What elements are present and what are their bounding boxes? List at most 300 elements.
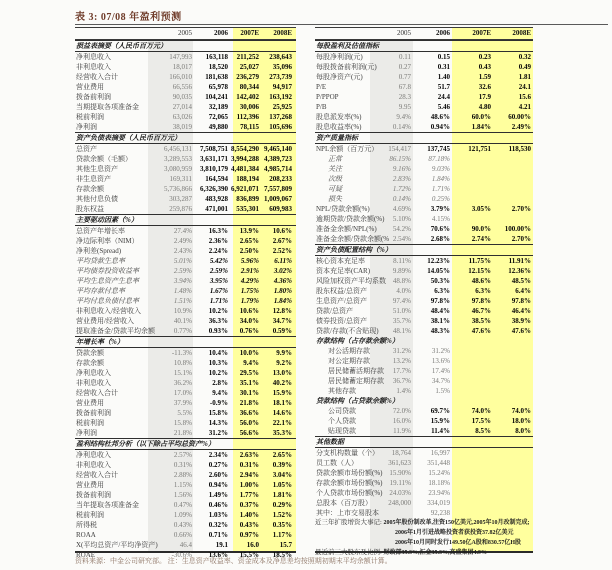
row-label: 资产负债表摘要（人民币百万元） <box>76 134 181 142</box>
row-label: 居民储蓄活期存款 <box>328 367 384 375</box>
note-text: 2006年10月同时发行149.50亿A股和830.57亿H股 <box>395 540 522 546</box>
row-label: 近三年扩股增资大事记: <box>315 519 384 526</box>
cell-2006: 0.31 <box>437 63 450 71</box>
table-row <box>75 164 296 174</box>
cell-2007E: 25,027 <box>239 63 259 71</box>
row-label: 风险加权资产平均系数 <box>316 277 386 285</box>
cell-2006: 19.1 <box>215 541 228 549</box>
cell-2005: 0.66% <box>173 531 192 539</box>
row-label: 平均生息资产生息率 <box>76 277 139 285</box>
title-underline <box>75 24 608 25</box>
cell-2006: 0.94% <box>430 123 450 131</box>
table-row <box>315 174 533 184</box>
row-label: 提取准备金/贷款平均余额 <box>76 327 155 335</box>
cell-2006: 34.7% <box>431 377 450 385</box>
cell-2007E: 8.5% <box>475 427 491 435</box>
row-label: 非利息收入 <box>76 379 111 387</box>
cell-2008E: 18.1% <box>272 399 292 407</box>
cell-2005: 1.09% <box>173 511 192 519</box>
table-row <box>75 428 296 438</box>
cell-2008E: 3.02% <box>273 267 292 275</box>
table-row <box>75 480 296 490</box>
cell-2006: 18.18% <box>428 479 450 487</box>
row-label: 税前利润 <box>76 511 104 519</box>
cell-2006: 0.25% <box>431 195 450 203</box>
table-row <box>75 316 296 326</box>
row-label: 贷款余额 <box>76 349 104 357</box>
row-label: 总股本（百万股） <box>316 499 372 507</box>
cell-2008E: 18.0% <box>511 417 531 425</box>
cell-2007E: 3.05% <box>471 205 491 213</box>
cell-2005: 17.7% <box>392 367 411 375</box>
row-label: 股东权益 <box>76 205 104 213</box>
cell-2005: 90,035 <box>172 93 192 101</box>
table-row <box>75 418 296 428</box>
row-label: P/B <box>316 103 327 111</box>
cell-2006: 14.05% <box>427 267 450 275</box>
table-row <box>315 326 533 336</box>
cell-2007E: 4,481,384 <box>231 165 259 173</box>
table-row <box>75 540 296 550</box>
cell-2005: 9.4% <box>396 113 411 121</box>
row-label: 非利息收入/经营收入 <box>76 307 141 315</box>
cell-2007E: 2.74% <box>471 235 491 243</box>
row-label: 正常 <box>328 155 342 163</box>
table-row <box>315 184 533 194</box>
cell-2007E: 0.97% <box>239 531 259 539</box>
cell-2005: 27,014 <box>172 103 192 111</box>
row-label: 其中：上市交易股本 <box>316 509 379 517</box>
right-table-rows <box>315 40 533 558</box>
row-label: 贴现贷款 <box>328 427 356 435</box>
cell-2005: 15.1% <box>173 369 192 377</box>
row-label: 每股盈利及估值指标 <box>316 42 379 50</box>
cell-2008E: 11.91% <box>508 257 531 265</box>
row-label: 个人贷款 <box>328 417 356 425</box>
cell-2006: 0.71% <box>208 531 228 539</box>
cell-2006: 0.32% <box>208 521 228 529</box>
row-label: 净边际利率（NIM） <box>76 237 139 245</box>
cell-2005: 31.2% <box>392 347 411 355</box>
cell-2005: 16.0% <box>392 417 411 425</box>
table-row <box>315 194 533 204</box>
cell-2007E: 90.0% <box>471 225 491 233</box>
table-row <box>75 256 296 266</box>
cell-2005: 40.1% <box>173 317 192 325</box>
table-row <box>75 368 296 378</box>
cell-2007E: 0.23 <box>478 53 491 61</box>
cell-2006: 1.49% <box>208 491 228 499</box>
cell-2007E: 142,402 <box>236 93 259 101</box>
cell-2005: 0.77 <box>398 73 411 81</box>
cell-2007E: 17.9 <box>478 93 491 101</box>
cell-2007E: 38.5% <box>471 317 491 325</box>
cell-2006: 24.4 <box>437 93 450 101</box>
table-row <box>315 518 533 528</box>
cell-2008E: 163,192 <box>269 93 292 101</box>
cell-2005: 0.31% <box>173 461 192 469</box>
table-row <box>75 378 296 388</box>
cell-2006: 23.94% <box>428 489 450 497</box>
cell-2008E: 118,530 <box>508 145 531 153</box>
cell-2007E: 188,194 <box>236 175 259 183</box>
table-row <box>75 246 296 256</box>
cell-2005: 18,764 <box>391 449 411 457</box>
cell-2005: 63,026 <box>172 113 192 121</box>
cell-2005: 1.51% <box>173 297 192 305</box>
cell-2005: 5,736,866 <box>164 185 192 193</box>
row-label: 其他生息资产 <box>76 165 118 173</box>
cell-2008E: 9.9% <box>276 349 292 357</box>
cell-2007E: 21.8% <box>239 399 259 407</box>
cell-2006: 1.03% <box>208 511 228 519</box>
row-label: 净利息收入 <box>76 53 111 61</box>
cell-2007E: 2.91% <box>240 267 259 275</box>
row-label: 资本充足率(CAR) <box>316 267 371 275</box>
row-label: 贷款余额市场份额(%) <box>316 469 383 477</box>
row-label: 股息派发率(%) <box>316 113 362 121</box>
note-text: 2005年股份制改革,注资150亿美元,2005年10月改制完成; <box>383 520 530 526</box>
row-label: 年增长率（%） <box>76 338 124 346</box>
cell-2005: 9.89% <box>392 267 411 275</box>
cell-2005: 169,311 <box>169 175 192 183</box>
cell-2006: 1.67% <box>209 287 228 295</box>
table-row <box>315 416 533 426</box>
cell-2008E: 18.5% <box>272 551 292 559</box>
section-row <box>315 436 533 448</box>
row-label: 对公活期存款 <box>328 347 370 355</box>
table-row <box>75 326 296 336</box>
cell-2006: 3.79% <box>430 205 450 213</box>
cell-2006: 0.94% <box>208 481 228 489</box>
cell-2006: 16,997 <box>430 449 450 457</box>
cell-2007E: 112,396 <box>236 113 259 121</box>
table-row <box>315 82 533 92</box>
cell-2005: 48.8% <box>392 277 411 285</box>
cell-2008E: 60.00% <box>508 113 531 121</box>
row-label: ROAA <box>76 531 96 539</box>
cell-2007E: 15.5% <box>239 551 259 559</box>
cell-2007E: 0.76% <box>239 327 259 335</box>
cell-2008E: 2.49% <box>511 123 531 131</box>
table-row <box>315 366 533 376</box>
cell-2005: 36.7% <box>392 377 411 385</box>
cell-2007E: 10.6% <box>239 307 259 315</box>
cell-2007E: 12.15% <box>468 267 491 275</box>
cell-2005: 9.95 <box>398 103 411 111</box>
table-row <box>75 82 296 92</box>
column-header-2007E: 2007E <box>240 29 259 37</box>
cell-2005: 18,017 <box>172 63 192 71</box>
cell-2008E: 273,739 <box>269 73 292 81</box>
row-label: 主要驱动因素（%） <box>76 216 138 224</box>
cell-2006: 3.95% <box>209 277 228 285</box>
table-row <box>315 548 533 558</box>
table-row <box>75 52 296 62</box>
cell-2008E: 34.7% <box>272 317 292 325</box>
row-label: 税前利润 <box>76 419 104 427</box>
row-label: 存款余额市场份额(%) <box>316 479 383 487</box>
row-label: 非利息收入 <box>76 63 111 71</box>
cell-2006: 164,594 <box>205 175 228 183</box>
table-row <box>75 194 296 204</box>
row-label: 核心资本充足率 <box>316 257 365 265</box>
cell-2006: 2.68% <box>430 235 450 243</box>
cell-2005: 97.4% <box>392 297 411 305</box>
table-row <box>75 72 296 82</box>
cell-2005: 4.0% <box>396 287 411 295</box>
cell-2006: 31.2% <box>208 429 228 437</box>
cell-2005: 6,456,131 <box>164 145 192 153</box>
cell-2007E: 32.6 <box>478 83 491 91</box>
cell-2007E: 36.6% <box>239 409 259 417</box>
cell-2006: 65,978 <box>208 83 228 91</box>
cell-2005: 54.2% <box>392 225 411 233</box>
table-row <box>75 358 296 368</box>
cell-2007E: 0.43 <box>478 63 491 71</box>
cell-2006: 51.7 <box>437 83 450 91</box>
row-label: 最近前三大股东及比例: <box>315 549 384 556</box>
cell-2008E: 1.80% <box>273 287 292 295</box>
cell-2006: 13.6% <box>208 551 228 559</box>
cell-2008E: 7,557,809 <box>264 185 292 193</box>
cell-2006: 4.15% <box>431 215 450 223</box>
cell-2005: 51.0% <box>392 307 411 315</box>
cell-2007E: 2.65% <box>239 237 259 245</box>
cell-2005: 86.15% <box>389 155 411 163</box>
cell-2008E: 100.00% <box>504 225 531 233</box>
cell-2006: 0.93% <box>208 327 228 335</box>
table-row <box>315 102 533 112</box>
table-row <box>315 72 533 82</box>
cell-2005: 2.88% <box>173 471 192 479</box>
section-row <box>315 132 533 144</box>
cell-2008E: 0.32 <box>518 53 531 61</box>
row-label: 员工数（人） <box>316 459 358 467</box>
cell-2006: 1.5% <box>435 387 450 395</box>
cell-2005: 46.4 <box>179 541 192 549</box>
cell-2005: 3,289,553 <box>164 155 192 163</box>
table-row <box>315 458 533 468</box>
section-row <box>75 336 296 348</box>
table-row <box>315 356 533 366</box>
table-row <box>315 286 533 296</box>
cell-2007E: 60.0% <box>471 113 491 121</box>
cell-2006: 471,001 <box>205 205 228 213</box>
cell-2005: 5.10% <box>392 215 411 223</box>
cell-2008E: 609,983 <box>269 205 292 213</box>
cell-2008E: 1.84% <box>273 297 292 305</box>
cell-2007E: 78,115 <box>240 123 259 131</box>
table-row <box>315 62 533 72</box>
cell-2006: 15.24% <box>428 469 450 477</box>
cell-2005: 10.8% <box>173 359 192 367</box>
cell-2007E: 0.31% <box>239 461 259 469</box>
cell-2007E: 16.0 <box>246 541 259 549</box>
cell-2007E: 2.63% <box>239 451 259 459</box>
cell-2007E: 0.43% <box>239 521 259 529</box>
cell-2008E: 3.04% <box>272 471 292 479</box>
cell-2007E: 46.7% <box>471 307 491 315</box>
cell-2008E: 208,233 <box>269 175 292 183</box>
row-label: 净利差(Spread) <box>76 247 122 255</box>
row-label: ROAE <box>76 551 96 559</box>
row-label: 准备金余额/NPL(%) <box>316 225 377 233</box>
table-row <box>315 406 533 416</box>
cell-2008E: 15.7 <box>279 541 292 549</box>
cell-2006: 36.3% <box>208 317 228 325</box>
row-label: 平均债券投资收益率 <box>76 267 139 275</box>
row-label: NPL/贷款余额(%) <box>316 205 370 213</box>
cell-2005: 2.54% <box>392 235 411 243</box>
row-label: NPL余额（百万元） <box>316 145 379 153</box>
cell-2008E: 2.65% <box>272 451 292 459</box>
cell-2008E: 15.9% <box>272 389 292 397</box>
table-row <box>315 508 533 518</box>
cell-2008E: 2.70% <box>511 205 531 213</box>
cell-2007E: 1.00% <box>239 481 259 489</box>
subsection-row <box>315 336 533 346</box>
table-row <box>75 62 296 72</box>
cell-2006: 69.7% <box>430 407 450 415</box>
table-row <box>315 122 533 132</box>
cell-2006: 15.8% <box>208 409 228 417</box>
table-row <box>75 92 296 102</box>
row-label: 非利息收入 <box>76 461 111 469</box>
row-label: 贷款结构（占贷款余额%） <box>316 397 399 405</box>
cell-2005: 0.77% <box>173 327 192 335</box>
row-label: P/PPOP <box>316 93 339 101</box>
cell-2006: 49,880 <box>208 123 228 131</box>
row-label: 税前利润 <box>76 113 104 121</box>
cell-2006: 92,238 <box>430 509 450 517</box>
row-label: 其他付息负债 <box>76 195 118 203</box>
table-row <box>75 184 296 194</box>
table-row <box>315 316 533 326</box>
cell-2007E: 47.6% <box>471 327 491 335</box>
cell-2005: 21.8% <box>173 429 192 437</box>
cell-2005: 19.11% <box>389 479 411 487</box>
cell-2005: 72.0% <box>392 407 411 415</box>
cell-2007E: 0.37% <box>239 501 259 509</box>
cell-2006: 9.4% <box>212 389 228 397</box>
cell-2008E: 1,009,067 <box>264 195 292 203</box>
cell-2006: 17.4% <box>431 367 450 375</box>
row-label: 经营收入合计 <box>76 471 118 479</box>
table-row <box>315 296 533 306</box>
cell-2007E: 56.6% <box>239 429 259 437</box>
row-label: 存款结构（占存款余额%） <box>316 337 399 345</box>
row-label: 每股拨备前利润(元) <box>316 63 377 71</box>
cell-2008E: 1.52% <box>272 511 292 519</box>
row-label: 个人贷款市场份额(%) <box>316 489 383 497</box>
row-label: 资产质量指标 <box>316 134 358 142</box>
cell-2005: 0.14% <box>392 123 411 131</box>
cell-2007E: 1.75% <box>240 287 259 295</box>
table-row <box>315 498 533 508</box>
cell-2006: 2.24% <box>208 247 228 255</box>
cell-2006: 10.4% <box>208 349 228 357</box>
cell-2005: 1.72% <box>392 185 411 193</box>
cell-2006: 1.40 <box>437 73 450 81</box>
row-label: 经营收入合计 <box>76 73 118 81</box>
cell-2005: 9.16% <box>392 165 411 173</box>
cell-2005: 11.9% <box>393 427 411 435</box>
cell-2007E: 13.9% <box>239 227 259 235</box>
table-row <box>75 500 296 510</box>
cell-2006: 15.9% <box>430 417 450 425</box>
row-label: 债券投资/总资产 <box>316 317 367 325</box>
cell-2006: 0.15 <box>437 53 450 61</box>
table-row <box>315 234 533 244</box>
row-label: 贷款余额（毛额） <box>76 155 132 163</box>
cell-2005: 24.03% <box>389 489 411 497</box>
cell-2007E: 1.59 <box>478 73 491 81</box>
cell-2008E: 97.8% <box>511 297 531 305</box>
cell-2005: 66,556 <box>172 83 192 91</box>
cell-2005: 3.94% <box>173 277 192 285</box>
cell-2005: 1.56% <box>173 491 192 499</box>
cell-2006: 12.23% <box>427 257 450 265</box>
cell-2006: 16.3% <box>208 227 228 235</box>
table-row <box>315 538 533 548</box>
row-label: 净利润 <box>76 123 97 131</box>
table-row <box>315 306 533 316</box>
cell-2005: 303,287 <box>169 195 192 203</box>
right-table-header <box>315 28 533 40</box>
column-header-2008E: 2008E <box>512 29 531 37</box>
cell-2005: 1.4% <box>396 387 411 395</box>
cell-2008E: 46.4% <box>511 307 531 315</box>
table-row <box>75 550 296 560</box>
table-row <box>315 488 533 498</box>
cell-2005: 17.0% <box>173 389 192 397</box>
cell-2006: 97.8% <box>430 297 450 305</box>
cell-2007E: 6.3% <box>475 287 491 295</box>
cell-2006: 2.34% <box>208 451 228 459</box>
table-row <box>315 52 533 62</box>
cell-2006: 2.59% <box>209 267 228 275</box>
cell-2005: 0.27 <box>398 63 411 71</box>
row-label: 非生息资产 <box>76 175 111 183</box>
cell-2007E: 535,301 <box>236 205 259 213</box>
table-row <box>315 346 533 356</box>
cell-2008E: 25,925 <box>272 103 292 111</box>
cell-2005: 2.49% <box>173 237 192 245</box>
cell-2005: 10.9% <box>173 307 192 315</box>
table-row <box>75 470 296 480</box>
cell-2006: 48.4% <box>430 307 450 315</box>
cell-2008E: 35.3% <box>272 429 292 437</box>
table-row <box>75 398 296 408</box>
cell-2007E: 1.79% <box>240 297 259 305</box>
cell-2008E: 137,268 <box>269 113 292 121</box>
cell-2006: 1.84% <box>431 175 450 183</box>
row-label: 净利息收入 <box>76 369 111 377</box>
table-row <box>75 102 296 112</box>
row-label: 其他存款 <box>328 387 356 395</box>
row-label: 营业费用 <box>76 399 104 407</box>
cell-2006: 14.3% <box>208 419 228 427</box>
cell-2008E: 94,917 <box>272 83 292 91</box>
cell-2007E: 10.0% <box>239 349 259 357</box>
cell-2006: 6,326,390 <box>200 185 228 193</box>
cell-2008E: 10.6% <box>272 227 292 235</box>
table-row <box>315 276 533 286</box>
table-row <box>75 306 296 316</box>
cell-2008E: 0.59% <box>272 327 292 335</box>
cell-2005: -11.3% <box>171 349 192 357</box>
